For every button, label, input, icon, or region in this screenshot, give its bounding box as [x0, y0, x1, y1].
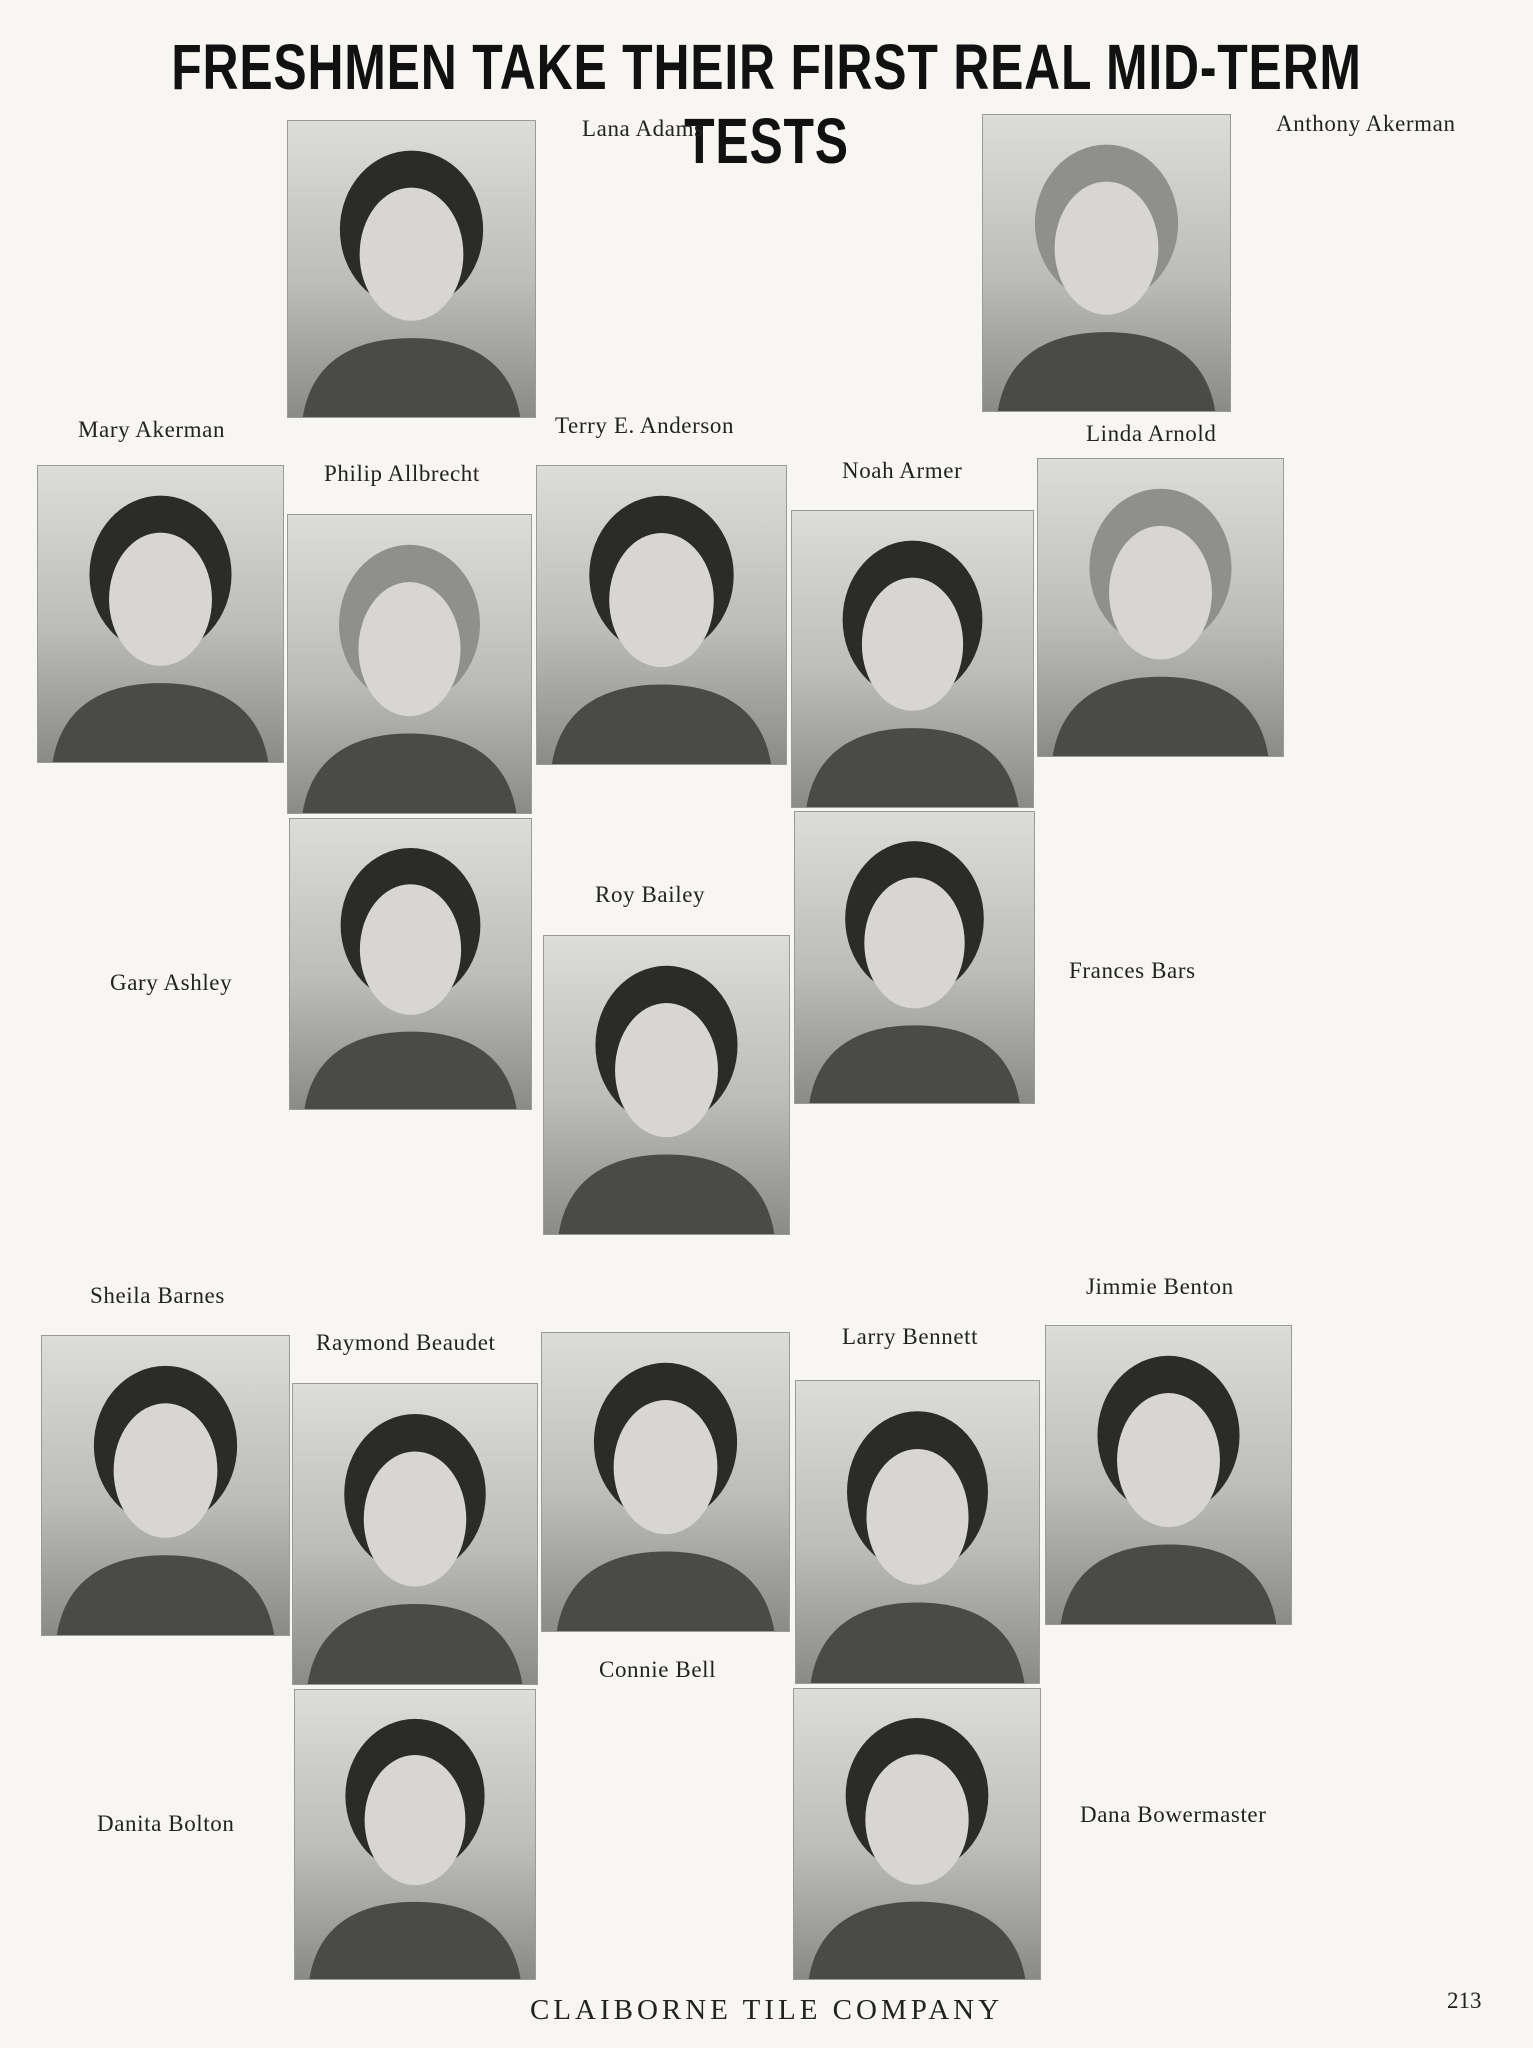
sponsor-footer: CLAIBORNE TILE COMPANY [529, 1994, 1004, 2026]
portrait-silhouette [38, 466, 283, 762]
portrait-silhouette [792, 511, 1033, 807]
portrait-photo [1037, 458, 1284, 757]
student-name: Frances Bars [1069, 958, 1196, 983]
student-name: Philip Allbrecht [324, 461, 480, 486]
shoulders-shape [309, 1902, 520, 1979]
portrait-photo [287, 514, 532, 814]
portrait-silhouette [42, 1336, 289, 1635]
face-shape [1109, 526, 1212, 660]
portrait-photo [41, 1335, 290, 1636]
shoulders-shape [303, 338, 520, 417]
portrait-silhouette [796, 1381, 1039, 1683]
shoulders-shape [998, 332, 1215, 411]
student-name: Danita Bolton [97, 1811, 235, 1836]
portrait-silhouette [288, 515, 531, 813]
shoulders-shape [57, 1555, 274, 1635]
student-name: Terry E. Anderson [555, 413, 735, 438]
portrait-photo [791, 510, 1034, 808]
face-shape [114, 1403, 218, 1538]
portrait-photo [541, 1332, 790, 1632]
portrait-photo [287, 120, 536, 418]
portrait-silhouette [295, 1690, 535, 1979]
portrait-photo [794, 811, 1035, 1104]
page-headline: FRESHMEN TAKE THEIR FIRST REAL MID-TERM TESTS [171, 31, 1362, 177]
face-shape [360, 884, 461, 1015]
shoulders-shape [806, 728, 1018, 807]
face-shape [865, 1754, 968, 1885]
face-shape [614, 1400, 718, 1534]
face-shape [615, 1003, 718, 1137]
portrait-silhouette [1038, 459, 1283, 756]
portrait-silhouette [1046, 1326, 1291, 1624]
face-shape [1055, 182, 1159, 315]
student-name: Noah Armer [842, 458, 963, 483]
shoulders-shape [304, 1032, 516, 1109]
page-number: 213 [1447, 1988, 1482, 2013]
portrait-photo [37, 465, 284, 763]
portrait-photo [292, 1383, 538, 1685]
portrait-silhouette [544, 936, 789, 1234]
student-name: Jimmie Benton [1086, 1274, 1234, 1299]
shoulders-shape [557, 1552, 774, 1631]
portrait-silhouette [537, 466, 786, 764]
face-shape [609, 533, 714, 667]
student-name: Anthony Akerman [1276, 111, 1456, 136]
shoulders-shape [811, 1602, 1025, 1683]
student-name: Raymond Beaudet [316, 1330, 496, 1355]
student-name: Roy Bailey [595, 882, 706, 907]
shoulders-shape [303, 734, 517, 813]
student-name: Sheila Barnes [90, 1283, 225, 1308]
shoulders-shape [53, 683, 269, 762]
shoulders-shape [809, 1025, 1019, 1103]
portrait-photo [982, 114, 1231, 412]
portrait-photo [536, 465, 787, 765]
face-shape [866, 1449, 968, 1585]
portrait-silhouette [983, 115, 1230, 411]
portrait-photo [793, 1688, 1041, 1980]
shoulders-shape [809, 1902, 1025, 1979]
portrait-photo [294, 1689, 536, 1980]
face-shape [109, 533, 212, 666]
student-name: Connie Bell [599, 1657, 717, 1682]
student-name: Dana Bowermaster [1080, 1802, 1267, 1827]
shoulders-shape [559, 1155, 775, 1234]
portrait-photo [1045, 1325, 1292, 1625]
portrait-photo [289, 818, 532, 1110]
shoulders-shape [552, 685, 771, 764]
portrait-silhouette [293, 1384, 537, 1684]
face-shape [364, 1452, 466, 1587]
shoulders-shape [1061, 1545, 1277, 1624]
portrait-silhouette [288, 121, 535, 417]
portrait-silhouette [290, 819, 531, 1109]
student-name: Gary Ashley [110, 970, 233, 995]
student-name: Mary Akerman [78, 417, 226, 442]
face-shape [365, 1755, 466, 1885]
student-name: Linda Arnold [1086, 421, 1217, 446]
face-shape [1117, 1393, 1220, 1527]
portrait-photo [795, 1380, 1040, 1684]
student-name: Larry Bennett [842, 1324, 979, 1349]
face-shape [360, 188, 464, 321]
face-shape [358, 582, 460, 716]
portrait-silhouette [795, 812, 1034, 1103]
face-shape [864, 877, 964, 1008]
portrait-silhouette [542, 1333, 789, 1631]
portrait-silhouette [794, 1689, 1040, 1979]
shoulders-shape [308, 1604, 523, 1684]
face-shape [862, 578, 963, 711]
student-name: Lana Adams [582, 116, 704, 141]
shoulders-shape [1053, 677, 1269, 756]
portrait-photo [543, 935, 790, 1235]
